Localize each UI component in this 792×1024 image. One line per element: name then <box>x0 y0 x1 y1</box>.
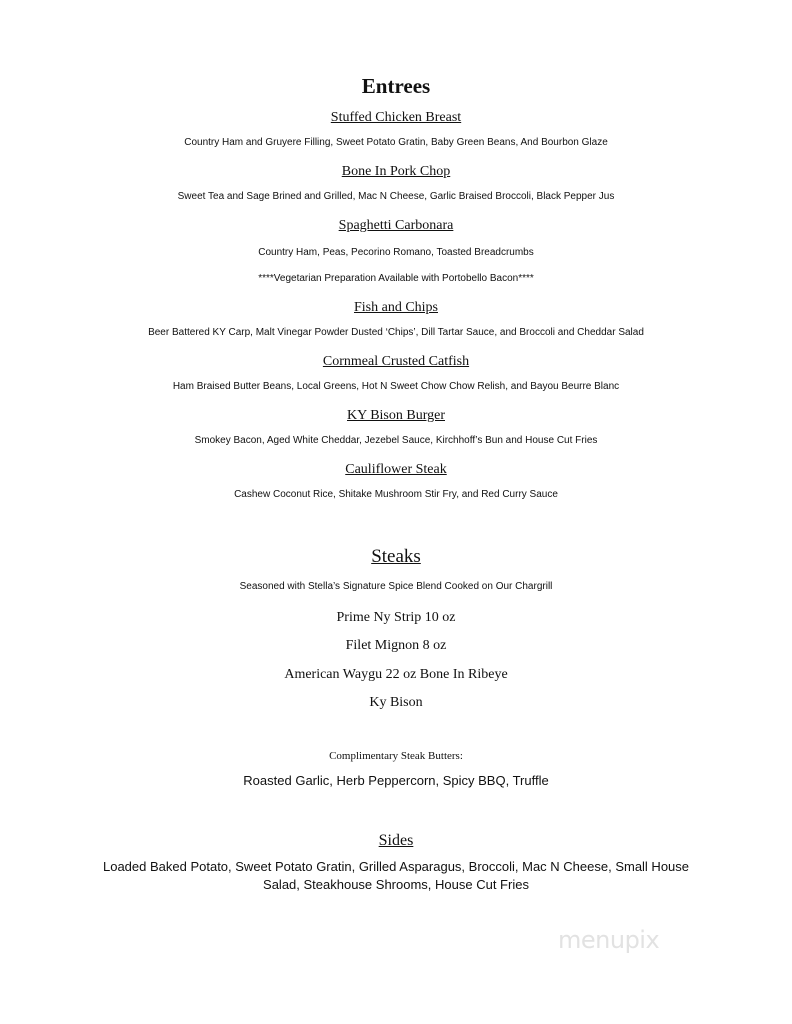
entree-name: Stuffed Chicken Breast <box>330 110 462 125</box>
steak-item: Filet Mignon 8 oz <box>345 638 447 653</box>
steaks-title: Steaks <box>371 546 421 567</box>
entree-name: Bone In Pork Chop <box>341 164 451 179</box>
steak-butters-label: Complimentary Steak Butters: <box>329 750 463 762</box>
entree-desc: Sweet Tea and Sage Brined and Grilled, Mac N Cheese, Garlic Braised Broccoli, Black Pepper Jus <box>177 191 615 202</box>
sides-list-line1: Loaded Baked Potato, Sweet Potato Gratin, Grilled Asparagus, Broccoli, Mac N Cheese, Small House <box>102 859 690 874</box>
entree-name: Fish and Chips <box>353 300 438 315</box>
entree-desc: Ham Braised Butter Beans, Local Greens, Hot N Sweet Chow Chow Relish, and Bayou Beurre Blanc <box>172 381 620 392</box>
entree-note: ****Vegetarian Preparation Available with Portobello Bacon**** <box>258 273 534 284</box>
entree-desc: Cashew Coconut Rice, Shitake Mushroom Stir Fry, and Red Curry Sauce <box>234 489 558 500</box>
entree-name: KY Bison Burger <box>347 408 445 423</box>
entree-name: Cornmeal Crusted Catfish <box>322 354 470 369</box>
entree-name: Spaghetti Carbonara <box>338 218 454 233</box>
sides-title: Sides <box>378 832 414 849</box>
watermark-logo: menupix <box>558 926 660 954</box>
steaks-subtitle: Seasoned with Stella’s Signature Spice Blend Cooked on Our Chargrill <box>239 581 553 592</box>
entree-desc: Country Ham, Peas, Pecorino Romano, Toasted Breadcrumbs <box>258 247 534 258</box>
steak-item: Ky Bison <box>369 695 423 710</box>
entree-desc: Smokey Bacon, Aged White Cheddar, Jezebel Sauce, Kirchhoff’s Bun and House Cut Fries <box>194 435 598 446</box>
entree-desc: Country Ham and Gruyere Filling, Sweet Potato Gratin, Baby Green Beans, And Bourbon Glaze <box>184 137 608 148</box>
entree-name: Cauliflower Steak <box>345 462 447 477</box>
entree-desc: Beer Battered KY Carp, Malt Vinegar Powder Dusted ‘Chips’, Dill Tartar Sauce, and Broccoli and Cheddar Salad <box>148 327 644 338</box>
sides-list-line2: Salad, Steakhouse Shrooms, House Cut Fries <box>263 877 529 892</box>
steak-item: Prime Ny Strip 10 oz <box>336 610 456 625</box>
entrees-title: Entrees <box>361 74 431 98</box>
steak-butters-list: Roasted Garlic, Herb Peppercorn, Spicy BBQ, Truffle <box>243 773 549 788</box>
steak-item: American Waygu 22 oz Bone In Ribeye <box>284 667 508 682</box>
